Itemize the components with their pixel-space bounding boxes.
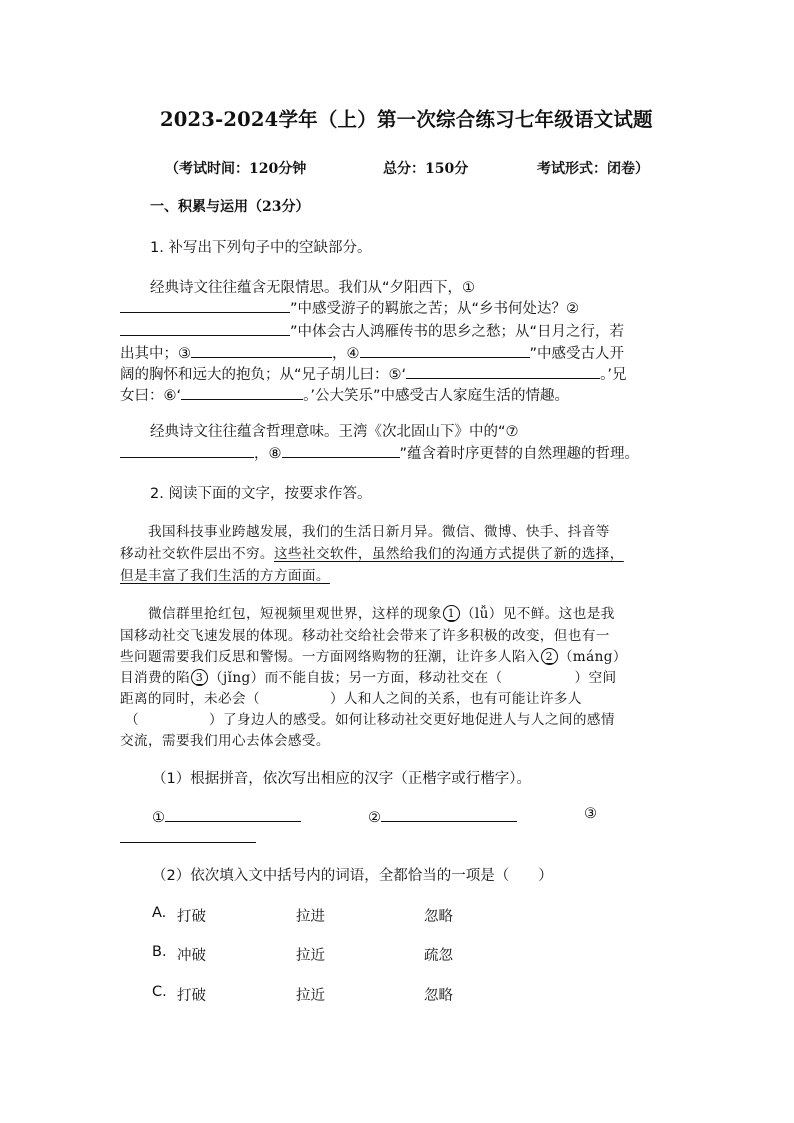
exam-time: （考试时间：120分钟 [165,161,307,177]
q1-p1-line3: ”中体会古人鸿雁传书的思乡之愁；从“日月之行，若 [120,320,624,341]
answer-blank-7[interactable] [120,442,254,458]
q1-p1-line4: 出其中；③ ，④ ”中感受古人开 [120,342,624,363]
question-1-prompt: 1. 补写出下列句子中的空缺部分。 [150,240,372,256]
sub1-answer-3-marker: ③ [584,806,597,822]
passage-p2-line5: 距离的同时，未必会（ ）人和人之间的关系，也有可能让许多人 [120,691,582,707]
option-c-word-1: 打破 [177,988,206,1004]
passage-p2-line1: 微信群里抢红包，短视频里观世界，这样的现象 1 （lǚ）见不鲜。这也是我 [148,606,615,622]
q1-p2-line2: ，⑧ ”蕴含着时序更替的自然理趣的哲理。 [120,442,639,463]
q1-p2-line1: 经典诗文往往蕴含哲理意味。王湾《次北固山下》中的“⑦ [150,424,519,440]
passage-p1-line3 [120,564,330,584]
passage-p2-line4: 目消费的陷 3 （jǐng）而不能自拔；另一方面，移动社交在（ ）空间 [120,670,617,686]
option-b-letter[interactable]: B. [152,944,167,960]
option-a-letter[interactable]: A. [152,905,167,921]
sub1-blank-1[interactable] [165,806,301,822]
option-a-word-2: 拉进 [296,909,325,925]
circled-number-1: 1 [443,605,460,622]
passage-p2-line2: 国移动社交飞速发展的体现。移动社交给社会带来了许多积极的改变，但也有一 [120,628,610,644]
page-title: 2023-2024学年（上）第一次综合练习七年级语文试题 [160,108,653,131]
option-c-word-3: 忽略 [424,988,453,1004]
answer-blank-5[interactable] [406,363,600,379]
passage-p2-line7: 交流，需要我们用心去体会感受。 [120,733,330,749]
option-b-word-1: 冲破 [177,948,206,964]
exam-total-score: 总分：150分 [383,161,469,177]
passage-p2-line6: （ ）了身边人的感受。如何让移动社交更好地促进人与人之间的感情 [125,712,615,728]
answer-blank-2[interactable] [120,320,290,336]
answer-blank-3[interactable] [191,342,332,358]
option-b-word-2: 拉近 [296,948,325,964]
q1-p1-line6: 女曰：⑥‘ 。’公大笑乐”中感受古人家庭生活的情趣。 [120,384,569,405]
question-2-prompt: 2. 阅读下面的文字，按要求作答。 [150,486,372,502]
exam-form: 考试形式：闭卷） [537,161,649,177]
answer-blank-6[interactable] [181,384,303,400]
sub1-answer-2: ② [368,806,517,826]
q1-p1-line1: 经典诗文往往蕴含无限情思。我们从“夕阳西下，① [150,280,476,296]
passage-p1-line1: 我国科技事业跨越发展，我们的生活日新月异。微信、微博、快手、抖音等 [148,524,610,540]
option-a-word-3: 忽略 [424,909,453,925]
subquestion-2-prompt: （2）依次填入文中括号内的词语，全都恰当的一项是（ ） [152,868,553,884]
section-heading: 一、积累与运用（23分） [150,199,310,215]
circled-number-2: 2 [541,648,558,665]
underlined-sentence-cont: 但是丰富了我们生活的方方面面。 [120,568,330,584]
underlined-sentence: 这些社交软件，虽然给我们的沟通方式提供了新的选择， [273,546,624,562]
option-c-word-2: 拉近 [296,988,325,1004]
q1-p1-line5: 阔的胸怀和远大的抱负；从“兄子胡儿曰：⑤‘ 。’兄 [120,363,626,384]
option-b-word-3: 疏忽 [424,948,453,964]
passage-p1-line2: 移动社交软件层出不穷。这些社交软件，虽然给我们的沟通方式提供了新的选择， [120,546,624,562]
q1-p1-line2: ”中感受游子的羁旅之苦；从“乡书何处达？② [120,297,579,318]
answer-blank-1[interactable] [120,297,290,313]
sub1-blank-3[interactable] [120,842,256,843]
circled-number-3: 3 [191,669,208,686]
answer-blank-4[interactable] [360,342,530,358]
option-a-word-1: 打破 [177,909,206,925]
sub1-blank-2[interactable] [381,806,517,822]
answer-blank-8[interactable] [282,442,400,458]
sub1-answer-1: ① [152,806,301,826]
passage-p2-line3: 些问题需要我们反思和警惕。一方面网络购物的狂潮，让许多人陷入 2 （máng） [120,649,627,665]
subquestion-1-prompt: （1）根据拼音，依次写出相应的汉字（正楷字或行楷字）。 [152,771,531,787]
option-c-letter[interactable]: C. [152,984,167,1000]
